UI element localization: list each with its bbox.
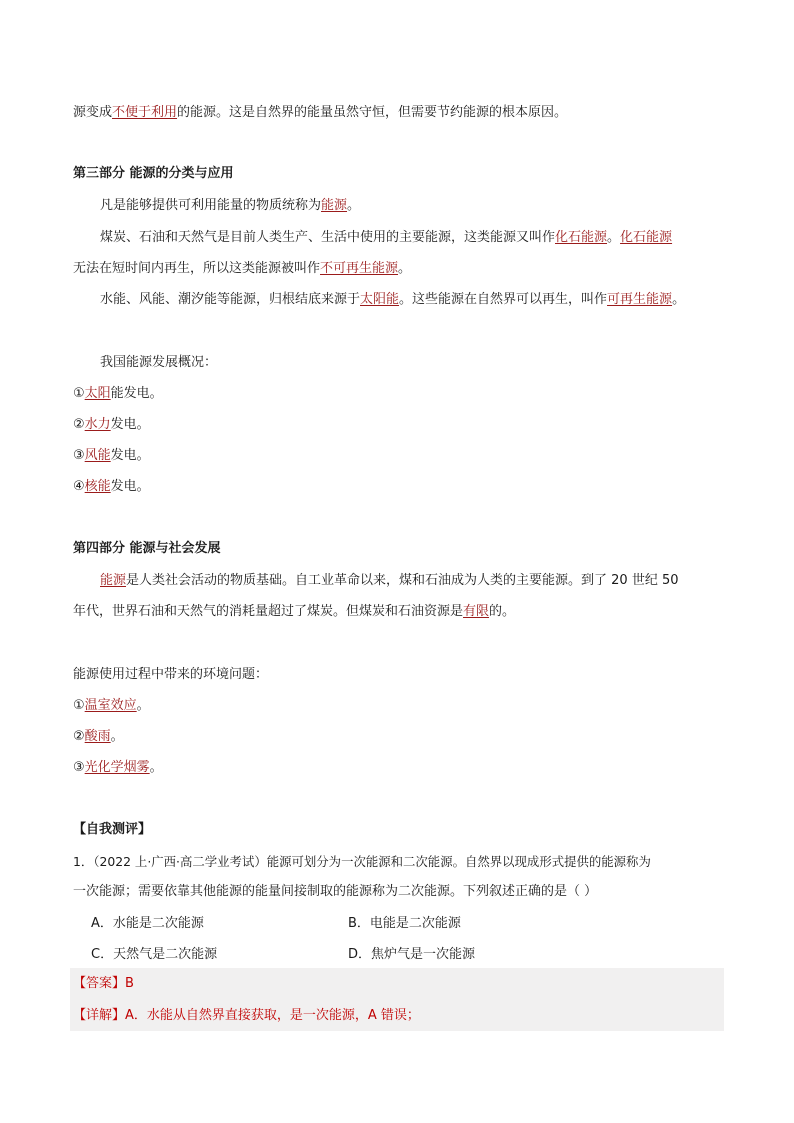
- self-test-heading: 【自我测评】: [73, 822, 152, 837]
- answer-line: [73, 974, 134, 994]
- blank-answer: 可再生能源: [607, 292, 673, 307]
- blank-answer: 不便于利用: [112, 105, 178, 120]
- list-item: ②水力发电。: [73, 417, 150, 432]
- list-item: ②酸雨。: [73, 729, 124, 744]
- list-item: ③光化学烟雾。: [73, 760, 163, 775]
- part3-paragraph-2-cont: 无法在短时间内再生，所以这类能源被叫作不可再生能源。: [73, 261, 412, 276]
- overview-title: 我国能源发展概况：: [100, 355, 218, 370]
- blank-answer: 太阳能: [360, 292, 400, 307]
- section-heading-part4: 第四部分 能源与社会发展: [73, 541, 221, 556]
- blank-answer: 能源: [321, 198, 348, 213]
- list-item: ③风能发电。: [73, 448, 150, 463]
- answer-value: B: [125, 976, 134, 991]
- blank-answer: 温室效应: [84, 698, 137, 713]
- blank-answer: 不可再生能源: [320, 261, 399, 276]
- blank-answer: 水力: [84, 417, 111, 432]
- question-1-line-2: 一次能源；需要依靠其他能源的能量间接制取的能源称为二次能源。下列叙述正确的是（ ）: [73, 884, 598, 899]
- part3-paragraph-3: 水能、风能、潮汐能等能源，归根结底来源于太阳能。这些能源在自然界可以再生，叫作可再生能源。: [100, 292, 686, 307]
- blank-answer: 太阳: [84, 386, 111, 401]
- blank-answer: 酸雨: [84, 729, 111, 744]
- blank-answer: 化石能源: [555, 230, 608, 245]
- blank-answer: 化石能源: [620, 230, 673, 245]
- intro-line: 源变成不便于利用的能源。这是自然界的能量虽然守恒，但需要节约能源的根本原因。: [73, 105, 568, 120]
- blank-answer: 风能: [84, 448, 111, 463]
- question-1-line-1: 1．（2022 上·广西·高二学业考试）能源可划分为一次能源和二次能源。自然界以现成形式提供的能源称为: [73, 854, 651, 869]
- list-item: ④核能发电。: [73, 479, 150, 494]
- detail-label: 【详解】: [73, 1008, 126, 1023]
- env-title: 能源使用过程中带来的环境问题：: [73, 667, 269, 682]
- part3-paragraph-2: 煤炭、石油和天然气是目前人类生产、生活中使用的主要能源，这类能源又叫作化石能源。化石能源: [100, 230, 673, 245]
- part4-paragraph-1: 能源是人类社会活动的物质基础。自工业革命以来，煤和石油成为人类的主要能源。到了 20 世纪 50: [100, 573, 679, 588]
- detail-text: A．水能从自然界直接获取，是一次能源，A 错误；: [125, 1008, 420, 1023]
- option-b: B．电能是二次能源: [348, 916, 461, 931]
- part3-paragraph-1: 凡是能够提供可利用能量的物质统称为能源。: [100, 198, 361, 213]
- part4-paragraph-1-cont: 年代，世界石油和天然气的消耗量超过了煤炭。但煤炭和石油资源是有限的。: [73, 604, 516, 619]
- detail-line: [73, 1006, 420, 1026]
- option-a: A．水能是二次能源: [91, 916, 204, 931]
- blank-answer: 能源: [100, 573, 127, 588]
- section-heading-part3: 第三部分 能源的分类与应用: [73, 166, 234, 181]
- blank-answer: 光化学烟雾: [84, 760, 150, 775]
- list-item: ①太阳能发电。: [73, 386, 163, 401]
- option-d: D．焦炉气是一次能源: [348, 947, 476, 962]
- answer-label: 【答案】: [73, 976, 126, 991]
- option-c: C．天然气是二次能源: [91, 947, 218, 962]
- blank-answer: 核能: [84, 479, 111, 494]
- blank-answer: 有限: [463, 604, 490, 619]
- list-item: ①温室效应。: [73, 698, 150, 713]
